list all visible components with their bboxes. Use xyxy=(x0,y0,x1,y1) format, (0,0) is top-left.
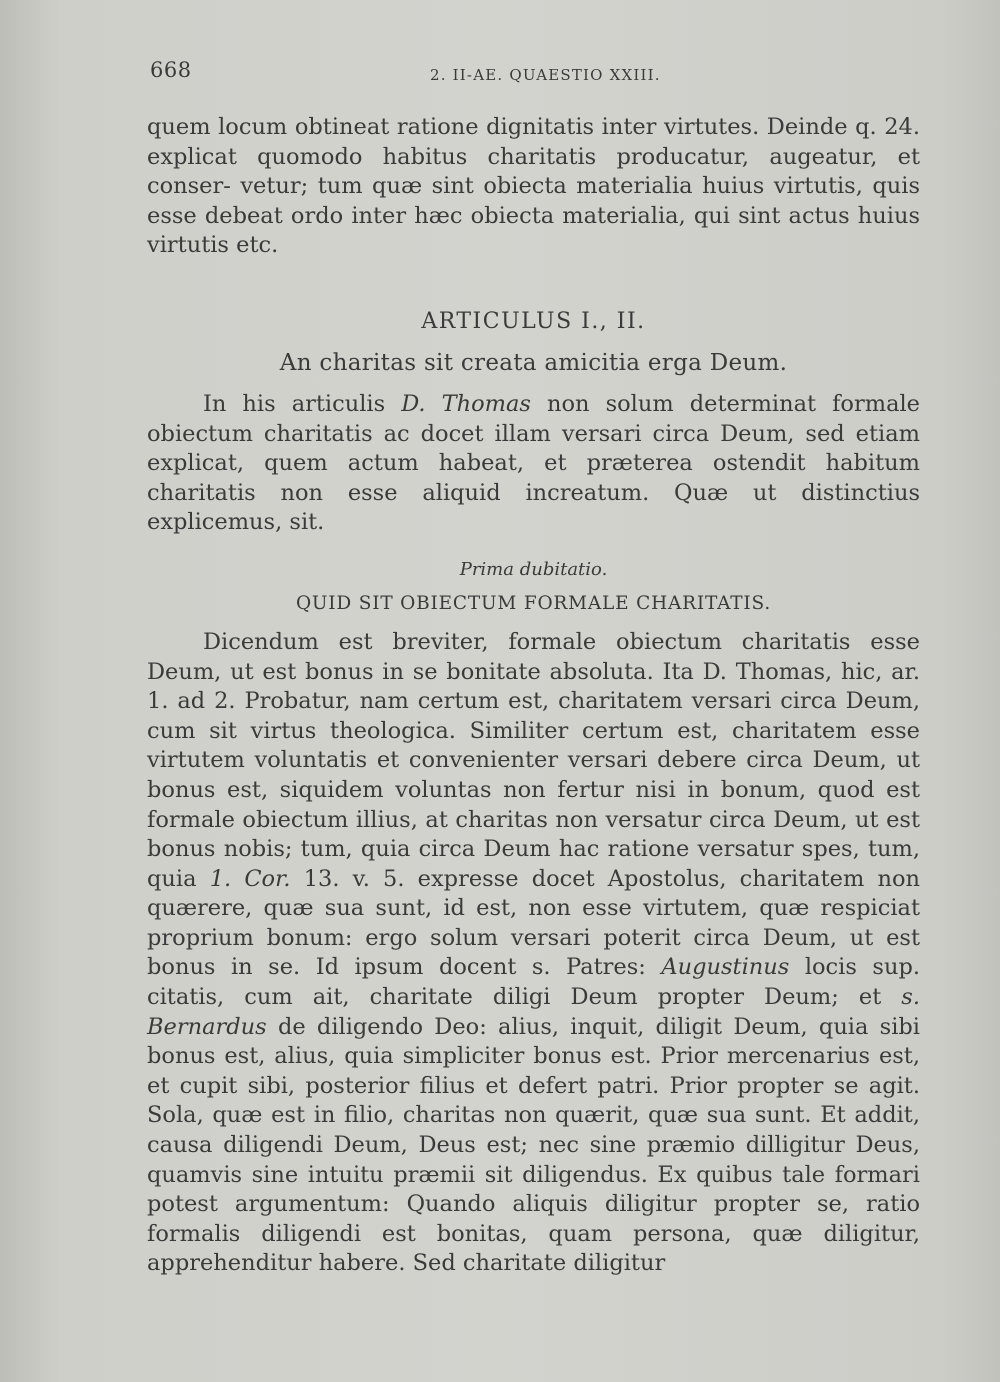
page-header xyxy=(150,58,920,92)
dubitatio-label: Prima dubitatio. xyxy=(459,558,608,580)
article-title: ARTICULUS I., II. xyxy=(421,308,646,334)
intro-line-4: ordo inter hæc obiecta materialia, qui sint actus huius virtutis etc. xyxy=(147,202,920,259)
main-para-part-3: locis sup. citatis, cum ait, charitate diligi Deum propter Deum; et xyxy=(147,954,920,1011)
author-name: D. Thomas xyxy=(401,390,531,417)
scripture-reference: 1. Cor. xyxy=(209,865,291,892)
main-para-part-1: Dicendum est breviter, formale obiectum charitatis esse Deum, ut est bonus in se bonitate absoluta. Ita D. Thomas, hic, ar. 1. ad 2. Probatur, nam certum est, charitatem versari circa Deum, cum sit virtus theologica. Similiter certum est, charitatem esse virtutem voluntatis et convenienter versari debere circa Deum, ut bonus est, siquidem voluntas non fertur nisi in bonum, quod est formale obiectum illius, at charitas non versatur circa Deum, ut est bonus nobis; tum, quia circa Deum hac ratione versatur spes, tum, quia xyxy=(147,628,920,892)
main-para-part-2: 13. v. 5. expresse docet Apostolus, charitatem non quærere, quæ sua sunt, id est, non esse virtutem, quæ respiciat proprium bonum: ergo solum versari poterit circa Deum, ut est bonus in se. Id ipsum docent s. Patres: xyxy=(147,865,920,981)
intro-line-1: quem locum obtineat ratione dignitatis inter virtutes. Deinde q. 24. xyxy=(147,114,920,140)
augustinus-name: Augustinus xyxy=(661,954,790,981)
page-number: 668 xyxy=(150,58,192,82)
intro-line-3: vetur; tum quæ sint obiecta materialia huius virtutis, quis esse debeat xyxy=(147,173,920,229)
spacer xyxy=(147,261,920,307)
article-paragraph xyxy=(147,390,920,538)
article-para-prefix: In his articulis xyxy=(203,390,402,417)
spacer xyxy=(147,617,920,628)
article-subtitle: An charitas sit creata amicitia erga Deum. xyxy=(279,349,788,376)
running-head: 2. II-AE. QUAESTIO XXIII. xyxy=(430,66,661,84)
intro-line-2: explicat quomodo habitus charitatis producatur, augeatur, et conser- xyxy=(147,143,920,200)
spacer xyxy=(147,378,920,390)
main-paragraph xyxy=(147,628,920,1279)
body-text xyxy=(147,113,920,1279)
dubitatio-title: QUID SIT OBIECTUM FORMALE CHARITATIS. xyxy=(295,592,772,614)
article-para-rest: non solum determinat formale obiectum charitatis ac docet illam versari circa Deum, sed etiam explicat, quem actum habeat, et præterea ostendit habitum charitatis non esse aliquid increatum. Quæ ut distinctius explicemus, sit. xyxy=(147,390,920,536)
intro-paragraph xyxy=(147,113,920,261)
bernardus-name: s. Bernardus xyxy=(147,984,920,1040)
main-para-part-4: de diligendo Deo: alius, inquit, diligit Deum, quia sibi bonus est, alius, quia simpliciter bonus est. Prior mercenarius est, et cupit sibi, posterior filius et defert patri. Prior propter se agit. Sola, quæ est in filio, charitas non quærit, quæ sua sunt. Et addit, causa diligendi Deum, Deus est; nec sine præmio dilligitur Deus, quamvis sine intuitu præmii sit diligendus. Ex quibus tale formari potest argumentum: Quando aliquis diligitur propter se, ratio formalis diligendi est bonitas, quam persona, quæ diligitur, apprehenditur habere. Sed charitate diligitur xyxy=(147,1013,920,1277)
